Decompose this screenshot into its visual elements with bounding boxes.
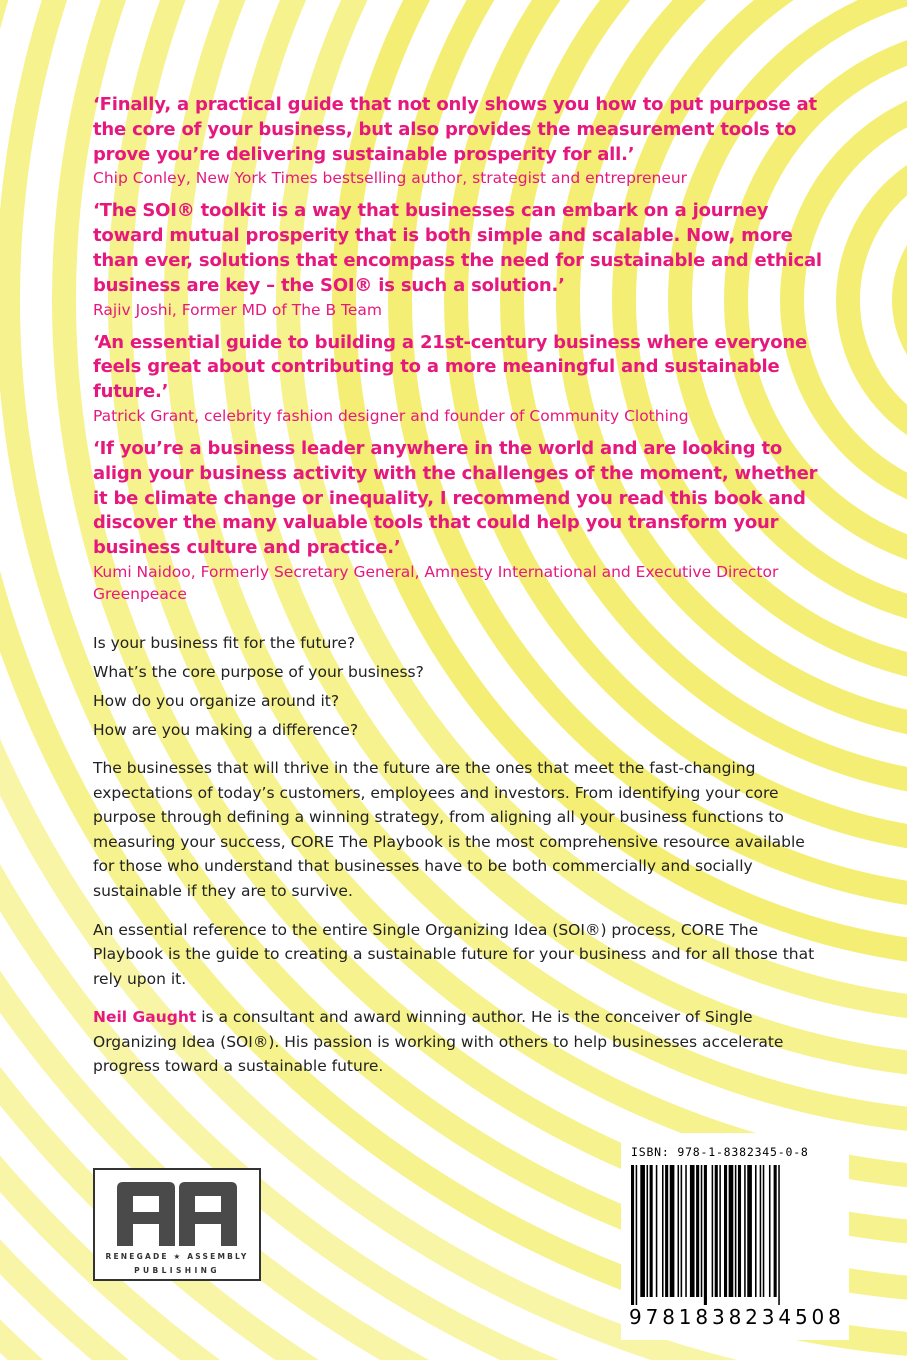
- barcode-digit: 1: [678, 1305, 692, 1329]
- barcode-bar: [744, 1165, 746, 1297]
- barcode-bar: [719, 1165, 721, 1297]
- barcode-digit: 8: [695, 1305, 709, 1329]
- barcode-bar: [665, 1165, 668, 1297]
- isbn-barcode: [621, 1133, 849, 1340]
- author-name: Neil Gaught: [93, 1008, 197, 1027]
- barcode-digit: 4: [778, 1305, 792, 1329]
- barcode-bar: [670, 1165, 675, 1297]
- barcode-bar: [735, 1165, 737, 1297]
- barcode-digit: 8: [662, 1305, 675, 1329]
- barcode-bar: [774, 1165, 777, 1297]
- barcode-bar: [636, 1165, 638, 1305]
- question: How are you making a difference?: [93, 720, 359, 739]
- barcode-digit: 3: [711, 1305, 725, 1329]
- barcode-digit: 8: [828, 1305, 841, 1329]
- barcode-bar: [715, 1165, 718, 1297]
- barcode-bar: [662, 1165, 664, 1297]
- endorsement-quote: ‘An essential guide to building a 21st-century business where everyone feels great about contributing to a more meaningful and sustainable future.’: [93, 331, 808, 403]
- barcode-bar: [712, 1165, 714, 1297]
- publisher-logo: [93, 1168, 261, 1281]
- barcode-bar: [747, 1165, 752, 1297]
- endorsement-quote: ‘The SOI® toolkit is a way that businesses can embark on a journey toward mutual prosperity that is both simple and scalable. Now, more than ever, solutions that encompass the need for sustainable and ethical business are key – the SOI® is such a solution.’: [93, 200, 822, 296]
- reference-paragraph: An essential reference to the entire Single Organizing Idea (SOI®) process, CORE The Playbook is the guide to creating a sustainable future for your business and for all those that rely upon it.: [93, 920, 815, 988]
- barcode-bar: [760, 1165, 762, 1297]
- aa-logo-icon: [115, 1180, 239, 1248]
- endorsement-attribution: Kumi Naidoo, Formerly Secretary General, Amnesty International and Executive Director Greenpeace: [93, 562, 779, 603]
- barcode-digit: 5: [794, 1305, 808, 1329]
- barcode-icon: [629, 1165, 841, 1305]
- endorsement-2: [93, 199, 823, 320]
- question: Is your business fit for the future?: [93, 633, 356, 652]
- description-paragraph: The businesses that will thrive in the future are the ones that meet the fast-changing expectations of today’s customers, employees and investors. From identifying your core purpose through defining a winning strategy, from aligning all your business functions to measuring your success, CORE The Playbook is the most comprehensive resource available for those who understand that businesses have to be both commercially and socially sustainable if they are to survive.: [93, 758, 805, 900]
- publisher-name-line2: PUBLISHING: [134, 1266, 220, 1275]
- barcode-digit: 2: [745, 1305, 758, 1329]
- barcode-bar: [656, 1165, 658, 1297]
- isbn-label: ISBN: 978-1-8382345-0-8: [631, 1145, 809, 1159]
- endorsement-attribution: Chip Conley, New York Times bestselling author, strategist and entrepreneur: [93, 169, 688, 188]
- publisher-name-line1: RENEGADE ★ ASSEMBLY: [105, 1252, 249, 1261]
- barcode-bar: [704, 1165, 707, 1305]
- barcode-bar: [650, 1165, 653, 1297]
- barcode-bar: [763, 1165, 765, 1297]
- barcode-bar: [640, 1165, 645, 1297]
- barcode-bar: [729, 1165, 734, 1297]
- barcode-digit: 3: [761, 1305, 775, 1329]
- barcode-bar: [755, 1165, 757, 1297]
- barcode-bar: [685, 1165, 687, 1297]
- author-bio-text: is a consultant and award winning author. He is the conceiver of Single Organizing Idea (SOI®). His passion is working with others to help businesses accelerate progress toward a sustainable future.: [93, 1008, 784, 1076]
- endorsement-1: [93, 93, 823, 189]
- author-bio: [93, 1005, 823, 1079]
- barcode-digit: 9: [629, 1305, 642, 1329]
- endorsement-quote: ‘Finally, a practical guide that not only shows you how to put purpose at the core of your business, but also provides the measurement tools to prove you’re delivering sustainable prosperity for all.’: [93, 94, 817, 165]
- barcode-bar: [724, 1165, 727, 1297]
- endorsement-quote: ‘If you’re a business leader anywhere in the world and are looking to align your business activity with the challenges of the moment, whether it be climate change or inequality, I recommend you read this book and discover the many valuable tools that could help you transform your business culture and practice.’: [93, 437, 818, 559]
- barcode-bar: [696, 1165, 699, 1297]
- barcode-bar: [678, 1165, 680, 1297]
- barcode-digits: [621, 1305, 849, 1329]
- barcode-digit: 7: [645, 1305, 659, 1329]
- barcode-bar: [681, 1165, 683, 1297]
- barcode-bar: [647, 1165, 649, 1297]
- barcode-bar: [778, 1165, 780, 1305]
- endorsement-4: [93, 437, 823, 605]
- question: What’s the core purpose of your business?: [93, 662, 424, 681]
- endorsement-attribution: Patrick Grant, celebrity fashion designer and founder of Community Clothing: [93, 406, 689, 425]
- barcode-digit: 0: [811, 1305, 825, 1329]
- endorsement-3: [93, 331, 823, 427]
- barcode-digit: 8: [728, 1305, 742, 1329]
- barcode-bar: [631, 1165, 634, 1305]
- barcode-bar: [690, 1165, 695, 1297]
- barcode-bar: [738, 1165, 741, 1297]
- barcode-bar: [701, 1165, 703, 1297]
- barcode-bar: [769, 1165, 771, 1297]
- question-list: [93, 633, 823, 740]
- question: How do you organize around it?: [93, 691, 340, 710]
- endorsement-attribution: Rajiv Joshi, Former MD of The B Team: [93, 300, 383, 319]
- back-cover-text: [93, 93, 823, 1079]
